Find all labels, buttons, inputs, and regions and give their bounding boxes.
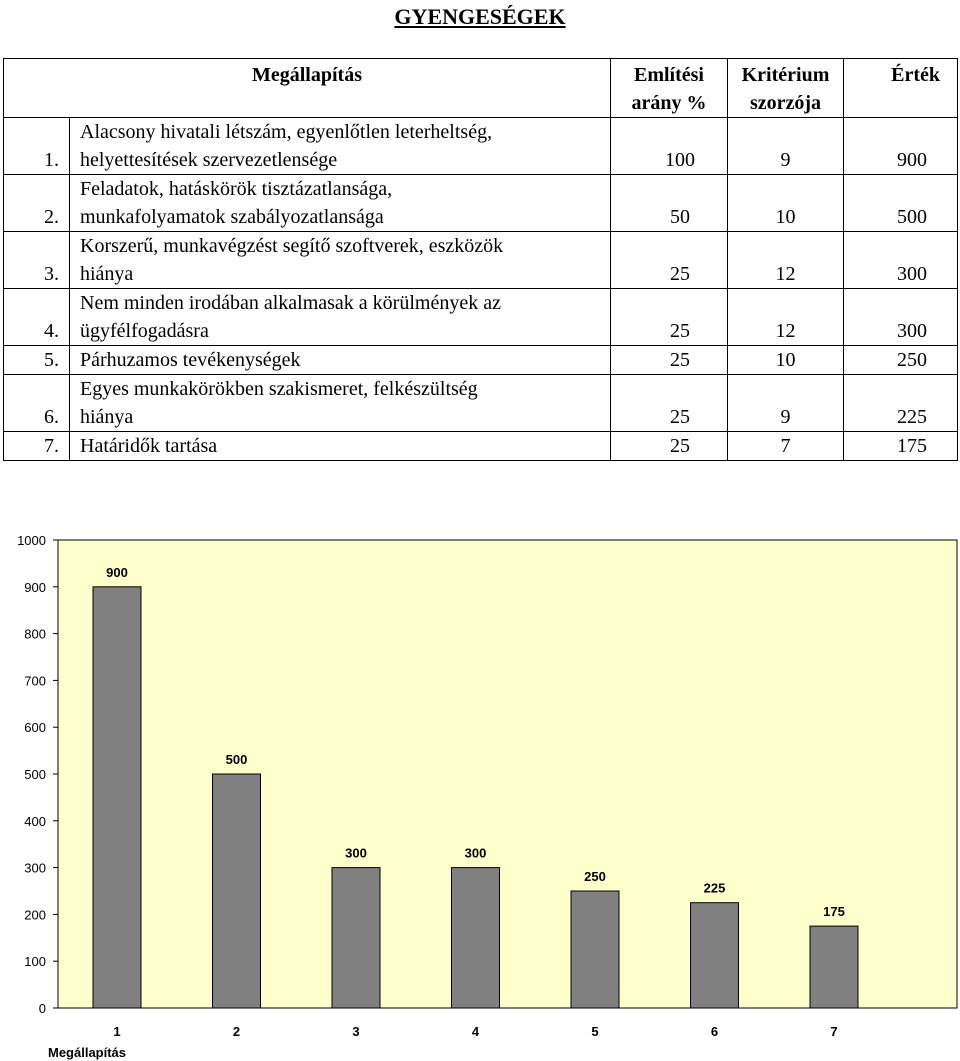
weaknesses-table [3,58,958,461]
bar-data-label: 250 [584,869,606,884]
bar-data-label: 225 [703,880,726,896]
row-rate: 25 [611,232,728,289]
row-finding-line: Nem minden irodában alkalmasak a körülmények az [80,292,501,314]
table-row [4,118,958,175]
row-finding-line: hiánya [80,406,134,428]
y-tick-label: 0 [38,1001,46,1016]
table-row [4,289,958,346]
bar [332,868,380,1008]
bar [691,903,739,1008]
row-number: 5. [4,346,70,375]
header-multiplier-line2: szorzója [749,92,822,114]
row-value: 250 [844,346,958,375]
row-finding-line: Feladatok, hatáskörök tisztázatlansága, [80,178,393,200]
row-value: 900 [844,118,958,175]
row-number: 1. [4,118,70,175]
y-tick-label: 500 [24,767,46,782]
row-finding-line: ügyfélfogadásra [80,320,209,342]
row-rate: 25 [611,289,728,346]
header-rate [611,59,728,118]
header-rate-line1: Említési [634,64,704,86]
bar-data-label: 300 [464,845,487,861]
row-rate: 25 [611,375,728,432]
row-finding [70,432,611,461]
x-tick-label: 3 [352,1024,360,1039]
row-value: 300 [844,232,958,289]
row-finding [70,175,611,232]
row-rate: 100 [611,118,728,175]
x-tick-label: 5 [591,1024,599,1039]
row-finding-line: Egyes munkakörökben szakismeret, felkészültség [80,378,478,400]
row-value: 300 [844,289,958,346]
row-value: 225 [844,375,958,432]
row-number: 2. [4,175,70,232]
row-finding [70,346,611,375]
bar-data-label: 900 [106,564,128,580]
row-rate: 25 [611,346,728,375]
x-tick-label: 1 [113,1024,121,1039]
row-multiplier: 10 [728,175,844,232]
row-number: 4. [4,289,70,346]
row-multiplier: 12 [728,232,844,289]
row-multiplier: 7 [728,432,844,461]
row-value: 500 [844,175,958,232]
row-finding [70,232,611,289]
row-finding [70,118,611,175]
x-tick-label: 4 [471,1024,480,1039]
header-multiplier-line1: Kritérium [741,64,830,86]
row-number: 3. [4,232,70,289]
document-title: GYENGESÉGEK [394,4,566,29]
x-axis-title: Megállapítás [47,1045,127,1060]
bar [213,774,261,1008]
x-axis [113,1024,837,1039]
x-tick-label: 2 [232,1024,241,1039]
bar-chart [0,520,960,1061]
y-axis [17,533,58,1016]
table-row [4,346,958,375]
bar [571,891,619,1008]
row-finding-line: Alacsony hivatali létszám, egyenlőtlen leterheltség, [80,121,493,143]
row-finding-line: Párhuzamos tevékenységek [80,349,301,371]
bar-data-label: 175 [823,904,845,920]
y-tick-label: 400 [24,813,46,829]
bar-data-label: 300 [345,845,367,861]
y-tick-label: 900 [24,579,46,595]
row-multiplier: 10 [728,346,844,375]
row-rate: 25 [611,432,728,461]
bar-data-label: 500 [225,752,248,767]
row-multiplier: 12 [728,289,844,346]
y-tick-label: 100 [24,954,46,970]
header-rate-line2: arány % [631,92,707,114]
x-tick-label: 7 [830,1024,838,1039]
y-tick-label: 800 [24,626,46,642]
table-row [4,432,958,461]
bar [810,926,858,1008]
bar [93,587,141,1008]
header-finding: Megállapítás [4,59,611,118]
x-tick-label: 6 [710,1024,719,1039]
row-finding [70,289,611,346]
row-finding-line: helyettesítések szervezetlensége [80,149,338,171]
bar [452,868,500,1008]
row-finding-line: Határidők tartása [80,435,218,457]
y-tick-label: 700 [24,673,46,689]
row-number: 7. [4,432,70,461]
y-tick-label: 600 [24,720,46,736]
table-row [4,375,958,432]
row-finding-line: hiánya [80,263,134,285]
header-multiplier [728,59,844,118]
y-tick-label: 300 [24,860,46,876]
y-tick-label: 200 [24,907,46,923]
row-multiplier: 9 [728,375,844,432]
row-rate: 50 [611,175,728,232]
row-number: 6. [4,375,70,432]
y-tick-label: 1000 [17,533,46,548]
table-header-row [4,59,958,118]
table-row [4,232,958,289]
table-row [4,175,958,232]
row-finding-line: munkafolyamatok szabályozatlansága [80,206,384,228]
header-value: Érték [844,59,958,118]
row-multiplier: 9 [728,118,844,175]
row-value: 175 [844,432,958,461]
row-finding-line: Korszerű, munkavégzést segítő szoftverek, eszközök [80,235,504,257]
row-finding [70,375,611,432]
